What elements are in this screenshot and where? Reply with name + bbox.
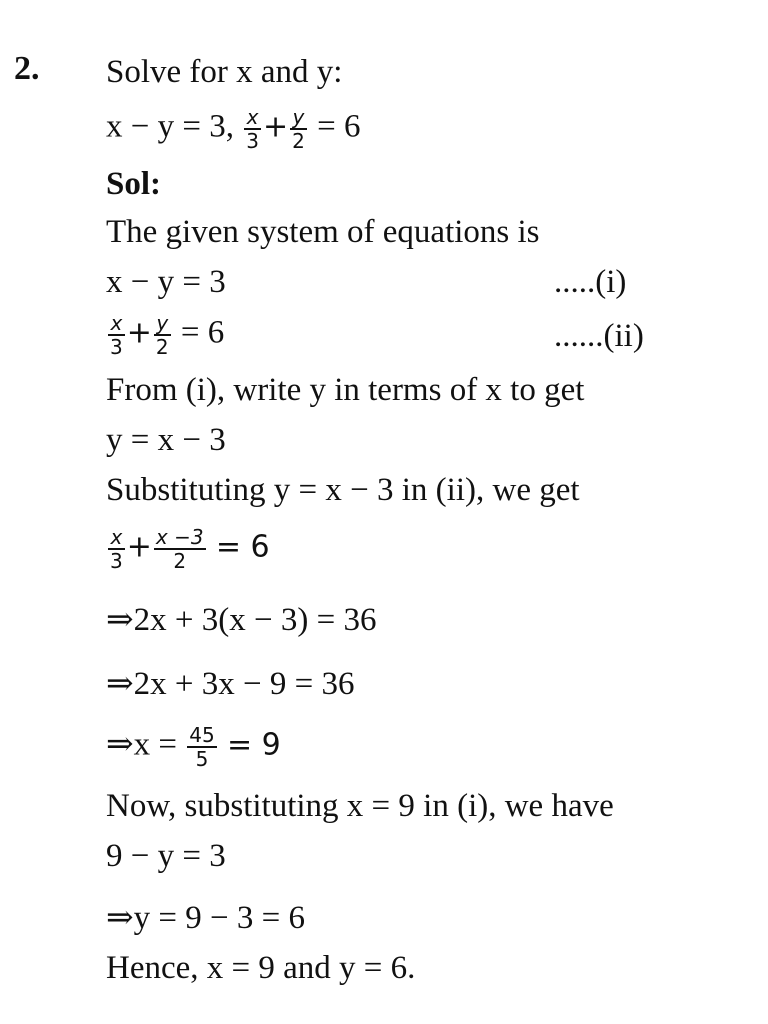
step-solve-y: ⇒y = 9 − 3 = 6	[106, 900, 305, 936]
step7-fraction-45-over-5	[187, 724, 216, 770]
fraction-numerator: x −3	[155, 525, 204, 549]
fraction-denominator: 2	[173, 549, 187, 573]
fraction-denominator: 2	[155, 335, 169, 359]
fraction-denominator: 3	[110, 549, 123, 573]
step-solve-x	[106, 724, 281, 770]
step-substitute-x: Now, substituting x = 9 in (i), we have	[106, 788, 614, 824]
question-eq-right: = 6	[317, 108, 361, 145]
question-prompt: Solve for x and y:	[106, 54, 343, 90]
step-expand: ⇒2x + 3x − 9 = 36	[106, 666, 355, 702]
fraction-denominator: 2	[292, 129, 305, 153]
fraction-numerator: x	[246, 105, 259, 129]
step7-rhs: = 9	[226, 727, 281, 763]
solution-intro: The given system of equations is	[106, 214, 540, 250]
question-fraction-y-over-2	[290, 106, 307, 152]
fraction-denominator: 3	[246, 129, 259, 153]
plus-sign: +	[126, 315, 152, 351]
fraction-numerator: y	[292, 105, 305, 129]
step7-prefix: ⇒x =	[106, 726, 178, 763]
eq2-fraction-x-over-3	[108, 312, 125, 358]
equation-2	[106, 312, 224, 358]
step4-fraction-x-over-3	[108, 526, 125, 572]
step4-rhs: = 6	[215, 529, 270, 565]
step-y-expression: y = x − 3	[106, 422, 226, 458]
step-multiply-out: ⇒2x + 3(x − 3) = 36	[106, 602, 377, 638]
fraction-numerator: x	[110, 311, 123, 335]
question-eq-left: x − y = 3,	[106, 108, 234, 145]
eq2-fraction-y-over-2	[154, 312, 171, 358]
step-y-equation: 9 − y = 3	[106, 838, 226, 874]
plus-sign: +	[262, 109, 289, 145]
fraction-numerator: x	[110, 525, 123, 549]
equation-2-tag: ......(ii)	[554, 318, 644, 354]
question-number: 2.	[14, 50, 40, 87]
equation-1: x − y = 3	[106, 264, 226, 300]
fraction-numerator: y	[156, 311, 169, 335]
fraction-numerator: 45	[189, 723, 215, 747]
question-fraction-x-over-3	[244, 106, 261, 152]
question-equations	[106, 106, 360, 152]
step-substituted-equation	[106, 526, 270, 572]
plus-sign: +	[126, 529, 152, 565]
eq2-rhs: = 6	[180, 314, 225, 351]
step-from-i: From (i), write y in terms of x to get	[106, 372, 585, 408]
fraction-denominator: 5	[195, 747, 209, 771]
conclusion: Hence, x = 9 and y = 6.	[106, 950, 416, 986]
fraction-denominator: 3	[110, 335, 123, 359]
solution-heading: Sol:	[106, 166, 162, 202]
step4-fraction-x-minus-3-over-2	[154, 526, 206, 572]
equation-1-tag: .....(i)	[554, 264, 627, 300]
step-substituting: Substituting y = x − 3 in (ii), we get	[106, 472, 580, 508]
